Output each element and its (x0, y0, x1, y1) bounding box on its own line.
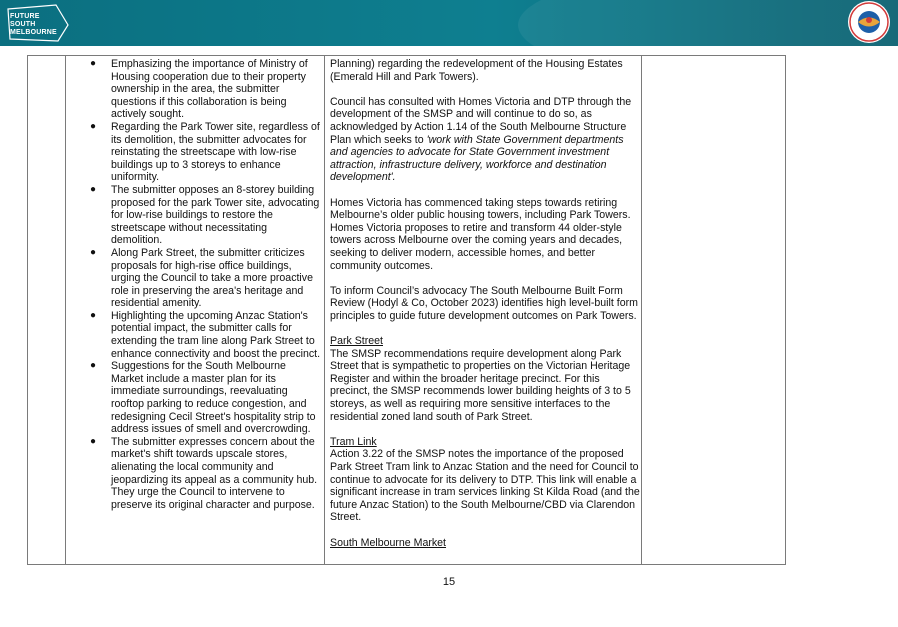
page-number: 15 (442, 576, 456, 588)
list-item (86, 247, 321, 310)
response-paragraph: To inform Council’s advocacy The South Melbourne Built Form Review (Hodyl & Co, October 2023) identifies high level-built form principles to guide future development outcomes on Park Towers. (330, 284, 638, 322)
response-paragraph: Homes Victoria has commenced taking steps towards retiring Melbourne’s older public housing towers, including Park Towers. Homes Victoria proposes to retire and transform 44 older-style towers across Melbourne over the coming years and decades, seeking to deliver modern, accessible homes, and better community outcomes. (330, 196, 631, 272)
list-item-text: Along Park Street, the submitter criticizes proposals for high-rise office buildings, urging the Council to take a more proactive role in preserving the area's heritage and residential amenity. (111, 246, 313, 310)
response-text: Council has consulted with Homes Victoria and DTP through the development of the SMSP and will continue to do so, as acknowledged by Action 1.14 of the South Melbourne Structure Plan which seeks to (330, 95, 632, 146)
council-response (330, 58, 642, 549)
banner-decoration (518, 0, 898, 46)
section-heading-park-street: Park Street (330, 335, 383, 348)
bullet-icon: ● (90, 246, 97, 258)
list-item-text: Regarding the Park Tower site, regardless of its demolition, the submitter advocates for reinstating the streetscape with low-rise buildings up to 3 storeys to enhance uniformity. (111, 120, 320, 184)
logo-line-2: SOUTH (10, 21, 36, 28)
table-column-id (28, 56, 66, 564)
table-column-submission (66, 56, 325, 564)
city-of-port-phillip-seal (848, 1, 890, 43)
table-column-response (325, 56, 642, 564)
logo-line-3: MELBOURNE (10, 29, 57, 36)
response-quote: 'work with State Government departments and agencies to advocate for State Government investment attraction, infrastructure delivery, workforce and destination development'. (330, 133, 624, 184)
response-paragraph: The SMSP recommendations require development along Park Street that is sympathetic to properties on the Victorian Heritage Register and within the broader heritage precinct. For this precinct, the SMSP recommends lower building heights of 3 to 5 storeys, as well as requiring more sensitive interfaces to the residential zoned land south of Park Street. (330, 347, 631, 423)
logo-wordmark (10, 13, 57, 37)
response-paragraph: Action 3.22 of the SMSP notes the importance of the proposed Park Street Tram link to Anzac Station and the need for Council to continue to advocate for its delivery to DTP. This link will enable a significant increase in tram services linking St Kilda Road (and the future Anzac Station) to the South Melbourne/CBD via Clarendon Street. (330, 448, 640, 524)
submission-table (27, 55, 786, 565)
list-item (86, 58, 321, 121)
list-item (86, 360, 321, 436)
bullet-icon: ● (90, 183, 97, 195)
bullet-icon: ● (90, 360, 97, 372)
list-item-text: The submitter expresses concern about the market's shift towards upscale stores, alienating the local community and jeopardizing its appeal as a community hub. They urge the Council to intervene to preserve its original character and purpose. (111, 435, 318, 511)
header-banner (0, 0, 898, 46)
response-paragraph (330, 96, 642, 184)
list-item (86, 121, 321, 184)
bullet-icon: ● (90, 435, 97, 447)
list-item (86, 310, 321, 360)
submission-list (86, 58, 321, 511)
list-item-text: Emphasizing the importance of Ministry of Housing cooperation due to their property ownership in the area, the submitter questions if this collaboration is being actively sought. (111, 58, 308, 121)
section-heading-tram-link: Tram Link (330, 435, 377, 448)
list-item-text: The submitter opposes an 8-storey building proposed for the park Tower site, advocating for low-rise buildings to restore the streetscape without necessitating demolition. (111, 183, 320, 247)
council-seal-icon (848, 1, 890, 43)
logo-line-1: FUTURE (10, 13, 40, 20)
list-item (86, 184, 321, 247)
list-item (86, 436, 321, 512)
section-heading-south-melbourne-market: South Melbourne Market (330, 536, 447, 549)
bullet-icon: ● (90, 309, 97, 321)
bullet-icon: ● (90, 120, 97, 132)
bullet-icon: ● (90, 58, 97, 69)
list-item-text: Highlighting the upcoming Anzac Station's potential impact, the submitter calls for extending the tram line along Park Street to enhance connectivity and boost the precinct. (111, 309, 321, 360)
list-item-text: Suggestions for the South Melbourne Market include a master plan for its immediate surroundings, reevaluating rooftop parking to reduce congestion, and redesigning Cecil Street's hospitality strip to address issues of smell and overcrowding. (111, 360, 316, 436)
response-paragraph: Planning) regarding the redevelopment of the Housing Estates (Emerald Hill and Park Towers). (330, 58, 623, 83)
future-south-melbourne-logo (6, 3, 76, 43)
table-column-outcome (642, 56, 785, 564)
